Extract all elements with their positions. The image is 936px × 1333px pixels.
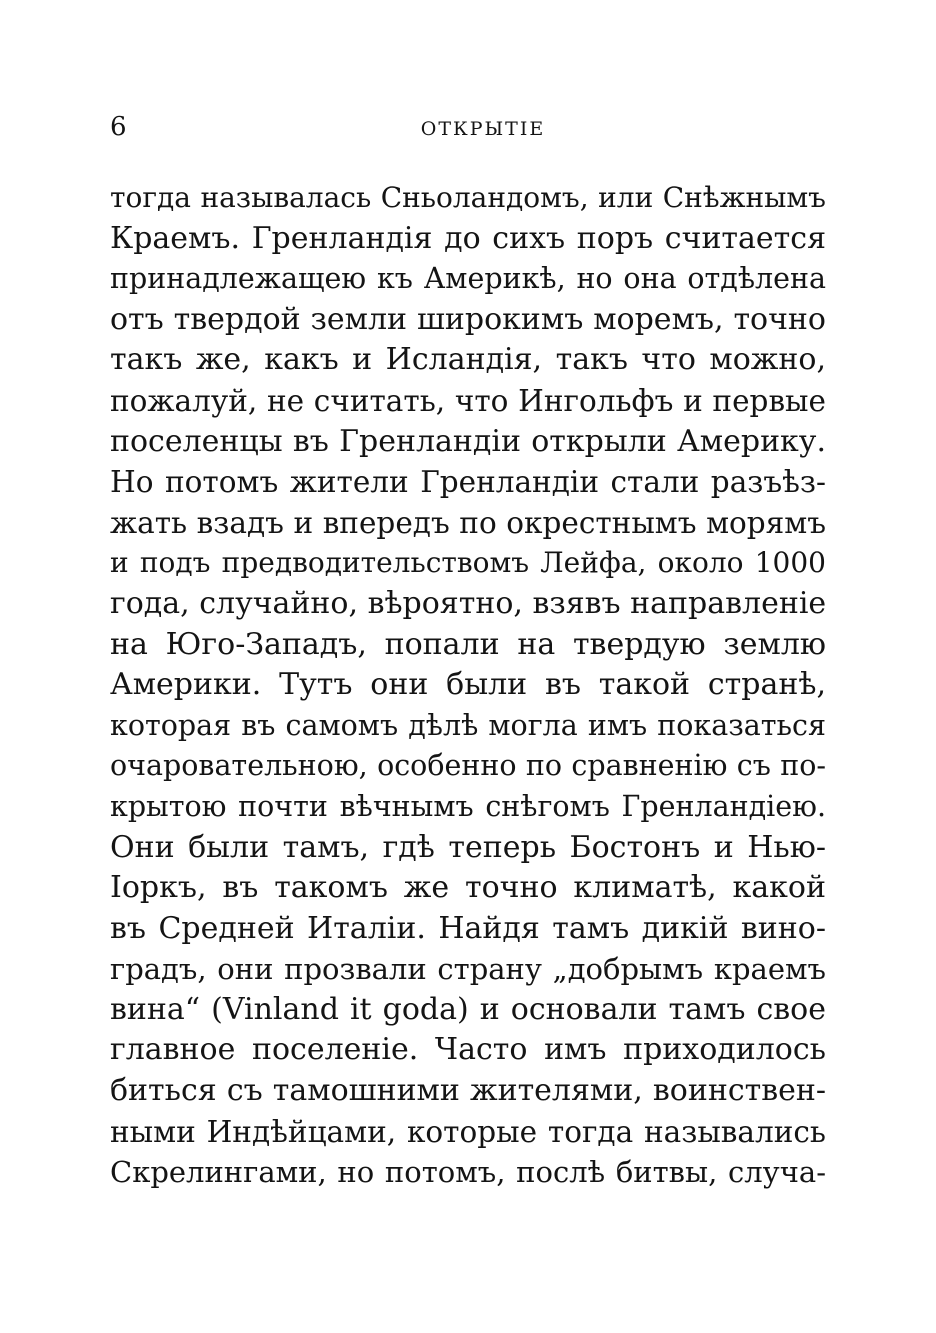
text-line: главное поселеніе. Часто имъ приходилось (110, 1032, 826, 1068)
text-line: пожалуй, не считать, что Ингольфъ и первые (110, 383, 826, 418)
text-line: градъ, они прозвали страну „добрымъ краемъ (110, 952, 826, 987)
text-line: ными Индѣйцами, которые тогда назывались (110, 1114, 826, 1149)
text-line: на Юго-Западъ, попали на твердую землю (110, 626, 826, 662)
text-line: отъ твердой земли широкимъ моремъ, точно (110, 301, 826, 337)
text-line: и подъ предводительствомъ Лейфа, около 1000 (110, 546, 826, 580)
text-line: поселенцы въ Гренландіи открыли Америку. (110, 423, 826, 459)
page-header (110, 112, 826, 146)
running-title: ОТКРЫТІЕ (420, 118, 546, 140)
text-line: Краемъ. Гренландія до сихъ поръ считается (110, 220, 826, 256)
text-line: Но потомъ жители Гренландіи стали разъѣз- (110, 465, 826, 500)
text-line: Іоркъ, въ такомъ же точно климатѣ, какой (110, 870, 826, 906)
text-line: Скрелингами, но потомъ, послѣ битвы, случа- (110, 1155, 826, 1190)
text-line: жать взадъ и впередъ по окрестнымъ морямъ (110, 505, 826, 540)
text-line: въ Средней Италіи. Найдя тамъ дикій вино- (110, 910, 826, 946)
text-line: очаровательною, особенно по сравненію съ по- (110, 749, 826, 783)
text-line: такъ же, какъ и Исландія, такъ что можно, (110, 342, 826, 378)
text-line: биться съ тамошними жителями, воинствен- (110, 1073, 826, 1109)
text-line: вина“ (Vinland it goda) и основали тамъ свое (110, 991, 826, 1027)
text-line: Они были тамъ, гдѣ теперь Бостонъ и Нью- (110, 829, 826, 865)
text-line: принадлежащею къ Америкѣ, но она отдѣлена (110, 262, 826, 296)
text-line: которая въ самомъ дѣлѣ могла имъ показаться (110, 708, 826, 742)
text-line: крытою почти вѣчнымъ снѣгомъ Гренландіею. (110, 789, 826, 823)
text-line: Америки. Тутъ они были въ такой странѣ, (110, 667, 826, 703)
page-number: 6 (110, 112, 127, 142)
body-text (110, 178, 826, 1193)
text-line: года, случайно, вѣроятно, взявъ направленіе (110, 585, 827, 621)
text-line: тогда называлась Сньоландомъ, или Снѣжнымъ (110, 181, 826, 214)
